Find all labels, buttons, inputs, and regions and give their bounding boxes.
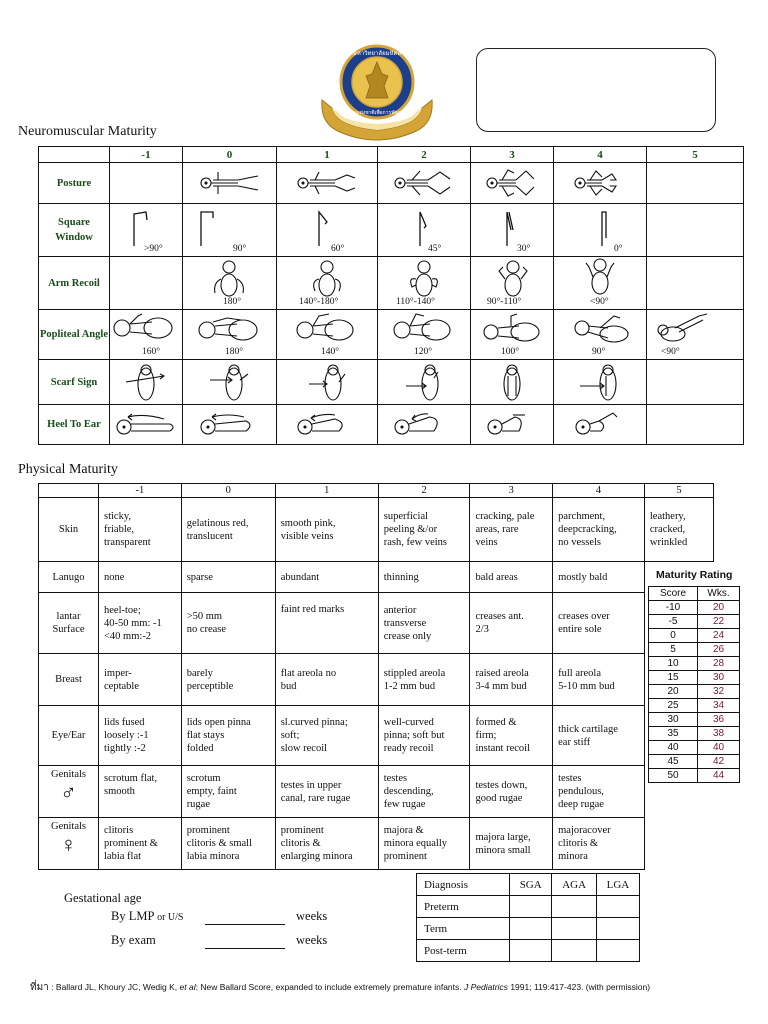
posture-cell[interactable] <box>378 163 471 204</box>
angle-label: 180° <box>225 347 244 357</box>
pm-cell[interactable]: lids fused loosely :-1 tightly :-2 <box>99 706 182 766</box>
ref-journal: J Pediatrics <box>464 982 508 992</box>
leg-angle-icon <box>197 310 261 344</box>
posture-1-icon <box>295 170 359 196</box>
pm-cell[interactable]: raised areola 3-4 mm bud <box>470 654 553 706</box>
mr-weeks: 30 <box>698 671 740 685</box>
lmp-label: By LMP <box>111 909 154 923</box>
pm-cell[interactable]: superficial peeling &/or rash, few veins <box>378 498 470 562</box>
heel-to-ear-icon <box>392 411 456 439</box>
dx-row <box>417 896 640 918</box>
scarf-sign-cell[interactable] <box>647 360 744 405</box>
pm-col-header: 1 <box>275 484 378 498</box>
mr-weeks: 36 <box>698 713 740 727</box>
angle-label: 30° <box>517 244 531 254</box>
nm-col-header: 1 <box>277 147 378 163</box>
mr-row <box>649 615 740 629</box>
dx-header: Diagnosis <box>417 874 510 896</box>
pm-cell[interactable]: testes in upper canal, rare rugae <box>275 766 378 818</box>
wrist-angle-icon <box>315 208 345 248</box>
heel-to-ear-cell[interactable] <box>183 405 277 445</box>
wrist-angle-icon <box>197 208 227 248</box>
scarf-sign-cell[interactable] <box>277 360 378 405</box>
heel-to-ear-icon <box>295 411 359 439</box>
heel-to-ear-cell[interactable] <box>277 405 378 445</box>
infant-figure-icon <box>404 259 444 299</box>
pm-cell[interactable]: stippled areola 1-2 mm bud <box>378 654 470 706</box>
dx-row <box>417 940 640 962</box>
pm-col-header: 4 <box>553 484 645 498</box>
pm-col-header: 2 <box>378 484 470 498</box>
pm-cell[interactable]: majora large, minora small <box>470 818 553 870</box>
pm-cell[interactable]: full areola 5-10 mm bud <box>553 654 645 706</box>
mr-weeks: 22 <box>698 615 740 629</box>
popliteal-cell[interactable] <box>378 310 471 360</box>
heel-to-ear-cell[interactable] <box>647 405 744 445</box>
wrist-angle-icon <box>130 208 170 248</box>
pm-cell[interactable]: >50 mm no crease <box>181 593 275 654</box>
mr-weeks: 40 <box>698 741 740 755</box>
row-label: Scarf Sign <box>39 360 110 405</box>
nm-row-square-window <box>39 204 744 257</box>
popliteal-cell[interactable] <box>110 310 183 360</box>
exam-label: By exam <box>111 933 156 947</box>
arm-recoil-cell[interactable] <box>554 257 647 310</box>
mr-weeks: 44 <box>698 769 740 783</box>
dx-checkbox-sga[interactable] <box>510 918 552 940</box>
mr-row <box>649 629 740 643</box>
pm-cell[interactable]: majoracover clitoris & minora <box>553 818 645 870</box>
gestational-age-title: Gestational age <box>64 891 142 905</box>
scarf-sign-icon <box>124 362 168 402</box>
mr-score: 15 <box>649 671 698 685</box>
pm-cell[interactable]: sl.curved pinna; soft; slow recoil <box>275 706 378 766</box>
pm-cell[interactable]: barely perceptible <box>181 654 275 706</box>
row-label: lantar Surface <box>39 593 99 654</box>
logo-text-top: มหาวิทยาลัยมหิดล <box>352 51 402 57</box>
posture-cell[interactable] <box>471 163 554 204</box>
wrist-angle-icon <box>598 208 618 248</box>
angle-label: >90° <box>144 244 163 254</box>
heel-to-ear-cell[interactable] <box>378 405 471 445</box>
pm-cell[interactable]: sparse <box>181 562 275 593</box>
reference-line <box>30 980 650 995</box>
angle-label: 100° <box>501 347 520 357</box>
pm-row-plantar-surface <box>39 593 714 654</box>
lmp-weeks-unit: weeks <box>296 909 328 923</box>
angle-label: 90° <box>233 244 247 254</box>
pm-cell[interactable]: testes descending, few rugae <box>378 766 470 818</box>
posture-cell[interactable] <box>277 163 378 204</box>
angle-label: 60° <box>331 244 345 254</box>
mr-row <box>649 741 740 755</box>
mr-weeks: 28 <box>698 657 740 671</box>
leg-angle-icon <box>570 310 634 344</box>
pm-cell[interactable]: thinning <box>378 562 470 593</box>
mr-score: 45 <box>649 755 698 769</box>
male-symbol-icon: ♂ <box>60 780 77 805</box>
mr-weeks: 20 <box>698 601 740 615</box>
mr-weeks: 24 <box>698 629 740 643</box>
pm-cell[interactable]: imper- ceptable <box>99 654 182 706</box>
nm-col-header: 5 <box>647 147 744 163</box>
pm-cell[interactable]: abundant <box>275 562 378 593</box>
posture-cell[interactable] <box>647 163 744 204</box>
dx-row-label: Post-term <box>417 940 510 962</box>
angle-label: 120° <box>414 347 433 357</box>
row-label: Square Window <box>39 204 110 257</box>
dx-header: AGA <box>552 874 597 896</box>
wrist-angle-icon <box>416 208 446 248</box>
mr-score: 5 <box>649 643 698 657</box>
popliteal-cell[interactable] <box>647 310 744 360</box>
ref-permission: (with permission) <box>585 982 651 992</box>
dx-checkbox-sga[interactable] <box>510 896 552 918</box>
row-label: Popliteal Angle <box>39 310 110 360</box>
dx-header: LGA <box>596 874 639 896</box>
square-window-cell[interactable] <box>110 204 183 257</box>
pm-cell[interactable]: gelatinous red, translucent <box>181 498 275 562</box>
row-label: Genitals <box>51 821 86 832</box>
arm-recoil-cell[interactable] <box>378 257 471 310</box>
leg-angle-icon <box>112 310 176 344</box>
mr-score: 35 <box>649 727 698 741</box>
mr-score: 0 <box>649 629 698 643</box>
logo-text-bottom: สถาบันแห่งชาติเพื่อการพัฒนาเด็ก <box>340 111 414 116</box>
dx-header: SGA <box>510 874 552 896</box>
mr-row <box>649 643 740 657</box>
scarf-sign-icon <box>208 362 252 402</box>
heel-to-ear-cell[interactable] <box>110 405 183 445</box>
scarf-sign-cell[interactable] <box>183 360 277 405</box>
arm-recoil-cell[interactable] <box>647 257 744 310</box>
mr-score: -5 <box>649 615 698 629</box>
pm-cell[interactable]: anterior transverse crease only <box>378 593 470 654</box>
scarf-sign-icon <box>578 362 622 402</box>
nm-row-arm-recoil <box>39 257 744 310</box>
pm-col-header: 3 <box>470 484 553 498</box>
heel-to-ear-icon <box>198 411 262 439</box>
pm-cell[interactable]: none <box>99 562 182 593</box>
neuromuscular-title: Neuromuscular Maturity <box>18 124 157 139</box>
infant-figure-icon <box>307 259 347 299</box>
posture-2-icon <box>392 169 456 197</box>
posture-cell[interactable] <box>554 163 647 204</box>
leg-angle-icon <box>295 310 359 344</box>
dx-row <box>417 918 640 940</box>
pm-cell-empty <box>644 818 713 870</box>
dx-row-label: Term <box>417 918 510 940</box>
square-window-cell[interactable] <box>378 204 471 257</box>
angle-label: <90° <box>590 297 609 307</box>
nm-col-header: 4 <box>554 147 647 163</box>
pm-col-header: 5 <box>644 484 713 498</box>
arm-recoil-cell[interactable] <box>183 257 277 310</box>
square-window-cell[interactable] <box>647 204 744 257</box>
mr-row <box>649 657 740 671</box>
pm-cell[interactable]: majora & minora equally prominent <box>378 818 470 870</box>
mr-score: 20 <box>649 685 698 699</box>
mr-header-score: Score <box>649 587 698 601</box>
pm-cell[interactable]: prominent clitoris & enlarging minora <box>275 818 378 870</box>
ref-title: : New Ballard Score, expanded to include extremely premature infants. <box>195 982 462 992</box>
row-label: Genitals <box>51 769 86 780</box>
pm-cell[interactable]: flat areola no bud <box>275 654 378 706</box>
angle-label: 160° <box>142 347 161 357</box>
dx-checkbox-aga[interactable] <box>552 940 597 962</box>
ref-etal: et al <box>179 982 196 992</box>
mr-row <box>649 755 740 769</box>
arm-recoil-cell[interactable] <box>110 257 183 310</box>
pm-cell[interactable]: scrotum flat, smooth <box>99 766 182 818</box>
pm-cell[interactable]: heel-toe; 40-50 mm: -1 <40 mm:-2 <box>99 593 182 654</box>
row-label: Heel To Ear <box>39 405 110 445</box>
pm-cell[interactable]: creases ant. 2/3 <box>470 593 553 654</box>
popliteal-cell[interactable] <box>183 310 277 360</box>
mr-score: 10 <box>649 657 698 671</box>
scarf-sign-cell[interactable] <box>110 360 183 405</box>
pm-row-skin <box>39 498 714 562</box>
wrist-angle-icon <box>503 208 533 248</box>
angle-label: <90° <box>661 347 680 357</box>
square-window-cell[interactable] <box>471 204 554 257</box>
mr-score: 30 <box>649 713 698 727</box>
pm-cell[interactable]: scrotum empty, faint rugae <box>181 766 275 818</box>
popliteal-cell[interactable] <box>277 310 378 360</box>
heel-to-ear-icon <box>485 411 539 439</box>
nm-col-header: 2 <box>378 147 471 163</box>
pm-cell[interactable]: mostly bald <box>553 562 645 593</box>
popliteal-cell[interactable] <box>471 310 554 360</box>
nm-row-popliteal-angle <box>39 310 744 360</box>
row-label: Lanugo <box>39 562 99 593</box>
pm-cell[interactable]: leathery, cracked, wrinkled <box>644 498 713 562</box>
pm-cell[interactable]: testes down, good rugae <box>470 766 553 818</box>
posture-0-icon <box>198 170 262 196</box>
patient-id-box[interactable] <box>476 48 716 132</box>
angle-label: 110°-140° <box>396 297 435 307</box>
pm-row-genitals-male <box>39 766 714 818</box>
angle-label: 45° <box>428 244 442 254</box>
square-window-cell[interactable] <box>183 204 277 257</box>
dx-checkbox-aga[interactable] <box>552 918 597 940</box>
pm-cell[interactable]: creases over entire sole <box>553 593 645 654</box>
angle-label: 140° <box>321 347 340 357</box>
square-window-cell[interactable] <box>277 204 378 257</box>
arm-recoil-cell[interactable] <box>277 257 378 310</box>
leg-angle-icon <box>655 310 715 344</box>
nm-row-heel-to-ear <box>39 405 744 445</box>
row-label: Breast <box>39 654 99 706</box>
diagnosis-table <box>416 873 640 962</box>
leg-angle-icon <box>481 310 545 344</box>
mr-row <box>649 699 740 713</box>
lmp-label-suffix: or U/S <box>157 912 184 923</box>
popliteal-cell[interactable] <box>554 310 647 360</box>
angle-label: 140°-180° <box>299 297 339 307</box>
pm-row-breast <box>39 654 714 706</box>
lmp-weeks-field[interactable] <box>205 910 285 925</box>
dx-checkbox-aga[interactable] <box>552 896 597 918</box>
nm-col-header: 3 <box>471 147 554 163</box>
nm-row-posture <box>39 163 744 204</box>
nm-row-scarf-sign <box>39 360 744 405</box>
pm-col-header: 0 <box>181 484 275 498</box>
mr-row <box>649 685 740 699</box>
row-label: Eye/Ear <box>39 706 99 766</box>
physical-title: Physical Maturity <box>18 462 118 477</box>
scarf-sign-cell[interactable] <box>471 360 554 405</box>
nm-col-header: -1 <box>110 147 183 163</box>
pm-cell[interactable]: cracking, pale areas, rare veins <box>470 498 553 562</box>
arm-recoil-cell[interactable] <box>471 257 554 310</box>
infant-figure-icon <box>209 259 249 299</box>
female-symbol-icon: ♀ <box>60 832 77 857</box>
exam-weeks-unit: weeks <box>296 933 328 947</box>
pm-cell[interactable]: well-curved pinna; soft but ready recoil <box>378 706 470 766</box>
mr-score: 25 <box>649 699 698 713</box>
scarf-sign-icon <box>402 362 446 402</box>
square-window-cell[interactable] <box>554 204 647 257</box>
pm-cell[interactable]: smooth pink, visible veins <box>275 498 378 562</box>
dx-checkbox-sga[interactable] <box>510 940 552 962</box>
mr-weeks: 34 <box>698 699 740 713</box>
scarf-sign-cell[interactable] <box>378 360 471 405</box>
lmp-line <box>111 909 183 924</box>
ref-source: ที่มา <box>30 982 49 993</box>
scarf-sign-icon <box>305 362 349 402</box>
mr-row <box>649 601 740 615</box>
posture-4-icon <box>572 168 628 198</box>
pm-cell[interactable]: bald areas <box>470 562 553 593</box>
angle-label: 180° <box>223 297 242 307</box>
scarf-sign-icon <box>490 362 534 402</box>
physical-table <box>38 483 714 870</box>
mr-weeks: 38 <box>698 727 740 741</box>
mr-header-weeks: Wks. <box>698 587 740 601</box>
heel-to-ear-cell[interactable] <box>554 405 647 445</box>
mr-row <box>649 713 740 727</box>
nm-col-header: 0 <box>183 147 277 163</box>
pm-row-lanugo <box>39 562 714 593</box>
pm-cell[interactable]: testes pendulous, deep rugae <box>553 766 645 818</box>
pm-cell[interactable]: parchment, deepcracking, no vessels <box>553 498 645 562</box>
heel-to-ear-cell[interactable] <box>471 405 554 445</box>
row-label: Arm Recoil <box>39 257 110 310</box>
pm-cell[interactable]: faint red marks <box>275 593 378 654</box>
leg-angle-icon <box>392 310 456 344</box>
pm-row-genitals-female <box>39 818 714 870</box>
posture-cell[interactable] <box>110 163 183 204</box>
row-label: Posture <box>39 163 110 204</box>
infant-figure-icon <box>493 259 533 299</box>
heel-to-ear-icon <box>114 411 178 439</box>
ref-authors: : Ballard JL, Khoury JC, Wedig K, <box>51 982 178 992</box>
pm-cell[interactable]: thick cartilage ear stiff <box>553 706 645 766</box>
pm-col-header: -1 <box>99 484 182 498</box>
angle-label: 90° <box>592 347 606 357</box>
maturity-rating-title: Maturity Rating <box>656 569 733 581</box>
scarf-sign-cell[interactable] <box>554 360 647 405</box>
pm-cell[interactable]: clitoris prominent & labia flat <box>99 818 182 870</box>
posture-3-icon <box>484 167 540 199</box>
mr-weeks: 26 <box>698 643 740 657</box>
pm-cell[interactable]: formed & firm; instant recoil <box>470 706 553 766</box>
exam-weeks-field[interactable] <box>205 934 285 949</box>
pm-cell[interactable]: sticky, friable, transparent <box>99 498 182 562</box>
dx-checkbox-lga[interactable] <box>596 940 639 962</box>
dx-checkbox-lga[interactable] <box>596 918 639 940</box>
mr-weeks: 32 <box>698 685 740 699</box>
mr-weeks: 42 <box>698 755 740 769</box>
mr-score: 40 <box>649 741 698 755</box>
dx-checkbox-lga[interactable] <box>596 896 639 918</box>
pm-cell[interactable]: prominent clitoris & small labia minora <box>181 818 275 870</box>
pm-cell[interactable]: lids open pinna flat stays folded <box>181 706 275 766</box>
mr-score: 50 <box>649 769 698 783</box>
institution-logo <box>318 42 436 142</box>
heel-to-ear-icon <box>573 411 627 439</box>
ref-citation: 1991; 119:417-423. <box>510 982 584 992</box>
dx-row-label: Preterm <box>417 896 510 918</box>
maturity-rating-table <box>648 586 740 783</box>
pm-row-eye-ear <box>39 706 714 766</box>
neuromuscular-table <box>38 146 744 445</box>
mr-row <box>649 769 740 783</box>
mr-row <box>649 671 740 685</box>
angle-label: 0° <box>614 244 623 254</box>
mr-row <box>649 727 740 741</box>
row-label: Skin <box>39 498 99 562</box>
infant-figure-icon <box>580 257 620 297</box>
posture-cell[interactable] <box>183 163 277 204</box>
angle-label: 90°-110° <box>487 297 522 307</box>
mr-score: -10 <box>649 601 698 615</box>
